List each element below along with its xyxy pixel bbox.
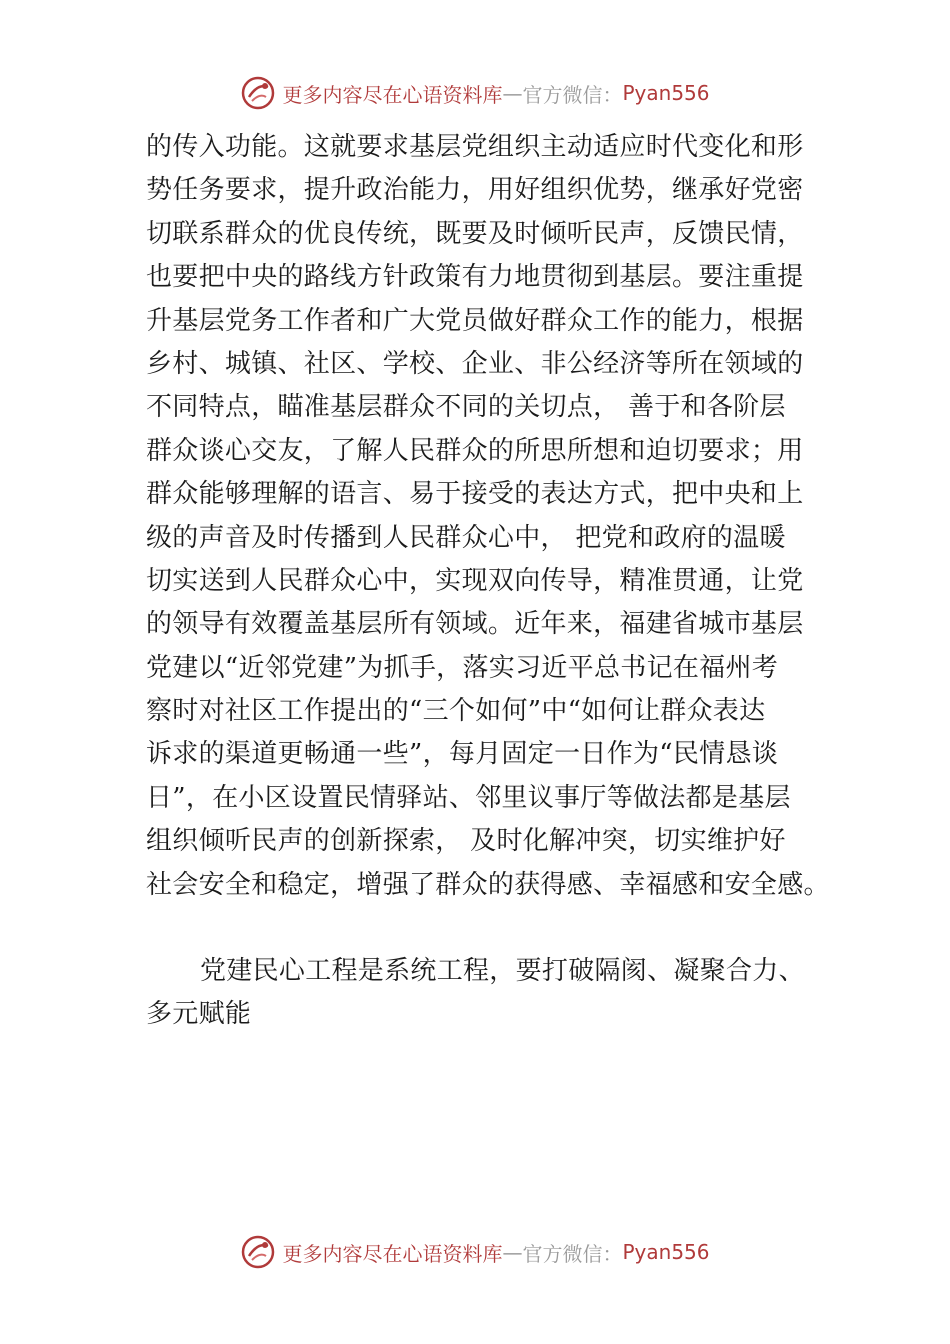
text-line: 升基层党务工作者和广大党员做好群众工作的能力，根据 <box>146 305 804 336</box>
watermark-dash: — <box>502 81 523 105</box>
text-line: 的传入功能。这就要求基层党组织主动适应时代变化和形 <box>146 132 804 162</box>
text-line: 切联系群众的优良传统，既要及时倾听民声，反馈民情， <box>146 218 804 249</box>
text-line: 势任务要求，提升政治能力，用好组织优势，继承好党密 <box>146 175 804 206</box>
text-line: 群众谈心交友，了解人民群众的所思所想和迫切要求；用 <box>146 435 804 466</box>
header-watermark <box>0 73 950 113</box>
text-line: 察时对社区工作提出的“三个如何”中“如何让群众表达 <box>146 696 766 727</box>
paragraph-2 <box>146 950 836 1037</box>
text-line: 乡村、城镇、社区、学校、企业、非公经济等所在领域的 <box>146 348 804 379</box>
document-body <box>146 126 836 1037</box>
watermark-wechat-id: Pyan556 <box>622 1240 710 1264</box>
watermark-title: 更多内容尽在心语资料库 <box>282 82 503 107</box>
text-line: 也要把中央的路线方针政策有力地贯彻到基层。要注重提 <box>146 262 804 293</box>
watermark-wechat-label: 官方微信： <box>522 1241 623 1266</box>
logo-icon <box>240 1234 276 1270</box>
paragraph-1 <box>146 126 836 907</box>
text-line: 的领导有效覆盖基层所有领域。近年来，福建省城市基层 <box>146 609 804 640</box>
watermark-dash: — <box>502 1240 523 1264</box>
watermark-title: 更多内容尽在心语资料库 <box>282 1241 503 1266</box>
text-line: 组织倾听民声的创新探索， 及时化解冲突，切实维护好 <box>146 826 786 857</box>
text-line: 党建以“近邻党建”为抓手，落实习近平总书记在福州考 <box>146 652 779 683</box>
footer-watermark <box>0 1232 950 1272</box>
text-line: 日”，在小区设置民情驿站、邻里议事厅等做法都是基层 <box>146 782 791 813</box>
text-line: 切实送到人民群众心中，实现双向传导，精准贯通，让党 <box>146 565 804 596</box>
logo-icon <box>240 75 276 111</box>
text-line: 多元赋能 <box>146 999 252 1030</box>
text-line: 不同特点，瞄准基层群众不同的关切点， 善于和各阶层 <box>146 392 786 423</box>
text-line: 社会安全和稳定，增强了群众的获得感、幸福感和安全感。 <box>146 869 830 900</box>
text-line: 诉求的渠道更畅通一些”，每月固定一日作为“民情恳谈 <box>146 739 779 770</box>
text-line: 级的声音及时传播到人民群众心中， 把党和政府的温暖 <box>146 522 786 553</box>
watermark-wechat-id: Pyan556 <box>622 81 710 105</box>
text-line: 群众能够理解的语言、易于接受的表达方式，把中央和上 <box>146 479 804 510</box>
paragraph-gap <box>146 907 836 950</box>
text-line: 党建民心工程是系统工程，要打破隔阂、凝聚合力、 <box>200 956 805 987</box>
watermark-wechat-label: 官方微信： <box>522 82 623 107</box>
